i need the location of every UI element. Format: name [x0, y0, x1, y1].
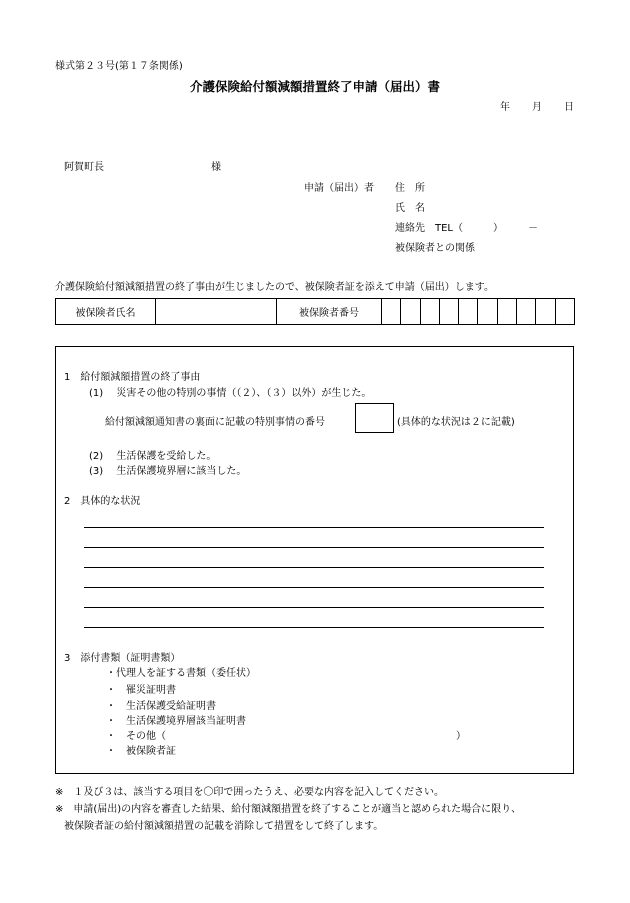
addressee-honorific: 様 — [211, 162, 221, 173]
attachment-item: ・代理人を証する書類（委任状） — [106, 668, 256, 679]
situation-line[interactable] — [84, 567, 544, 568]
situation-line[interactable] — [84, 627, 544, 628]
attachment-item: ・ 生活保護受給証明書 — [106, 701, 216, 712]
insured-number-digit[interactable] — [517, 299, 536, 325]
insured-number-digit[interactable] — [497, 299, 516, 325]
date-year: 年 — [500, 102, 510, 113]
situation-line[interactable] — [84, 527, 544, 528]
insured-number-digit[interactable] — [478, 299, 497, 325]
insured-number-digit[interactable] — [555, 299, 574, 325]
date-day: 日 — [564, 102, 574, 113]
insured-table — [55, 298, 575, 325]
addressee-name: 阿賀町長 — [64, 162, 104, 173]
attachment-item: ・ その他（ ） — [106, 731, 466, 742]
section1-item1: (1) 災害その他の特別の事情（（２）、（３）以外）が生じた。 — [89, 388, 372, 399]
insured-number-digit[interactable] — [382, 299, 401, 325]
attachment-item: ・ 罹災証明書 — [106, 685, 176, 696]
section1-item2: (2) 生活保護を受給した。 — [89, 451, 217, 462]
page-title: 介護保険給付額減額措置終了申請（届出）書 — [189, 79, 440, 94]
note-2-continued: 被保険者証の給付額減額措置の記載を消除して措置をして終了します。 — [64, 821, 384, 832]
applicant-heading: 申請（届出）者 — [304, 183, 374, 194]
insured-number-label: 被保険者番号 — [277, 299, 382, 325]
situation-line[interactable] — [84, 547, 544, 548]
insured-number-digit[interactable] — [420, 299, 439, 325]
section1-item1-sub: 給付額減額通知書の裏面に記載の特別事情の番号 — [105, 417, 325, 428]
insured-name-field[interactable] — [156, 299, 277, 325]
insured-number-digit[interactable] — [439, 299, 458, 325]
section1-item1-note: (具体的な状況は２に記載) — [397, 417, 515, 428]
applicant-relation-label: 被保険者との関係 — [395, 243, 475, 254]
insured-name-label: 被保険者氏名 — [56, 299, 156, 325]
insured-number-digit[interactable] — [459, 299, 478, 325]
section2-heading: 2 具体的な状況 — [64, 496, 141, 507]
section3-heading: 3 添付書類（証明書類） — [64, 653, 181, 664]
table-row — [56, 299, 575, 325]
special-circumstance-number-box[interactable] — [355, 403, 394, 433]
form-number: 様式第２３号(第１７条関係) — [55, 61, 183, 72]
situation-line[interactable] — [84, 607, 544, 608]
section1-heading: 1 給付額減額措置の終了事由 — [64, 372, 201, 383]
applicant-name-label: 氏 名 — [395, 203, 425, 214]
attachment-item: ・ 生活保護境界層該当証明書 — [106, 716, 246, 727]
situation-line[interactable] — [84, 587, 544, 588]
applicant-address-label: 住 所 — [395, 183, 425, 194]
attachment-item: ・ 被保険者証 — [106, 746, 176, 757]
section1-item3: (3) 生活保護境界層に該当した。 — [89, 466, 247, 477]
insured-number-digit[interactable] — [401, 299, 420, 325]
insured-number-digit[interactable] — [536, 299, 555, 325]
date-month: 月 — [532, 102, 542, 113]
note-2: ※ 申請(届出)の内容を審査した結果、給付額減額措置を終了することが適当と認められた場合に限り、 — [55, 804, 522, 815]
note-1: ※ １及び３は、該当する項目を〇印で囲ったうえ、必要な内容を記入してください。 — [55, 787, 444, 798]
intro-text: 介護保険給付額減額措置の終了事由が生じましたので、被保険者証を添えて申請（届出）します。 — [55, 282, 494, 293]
applicant-contact-label: 連絡先 TEL（ ） － — [395, 223, 538, 234]
